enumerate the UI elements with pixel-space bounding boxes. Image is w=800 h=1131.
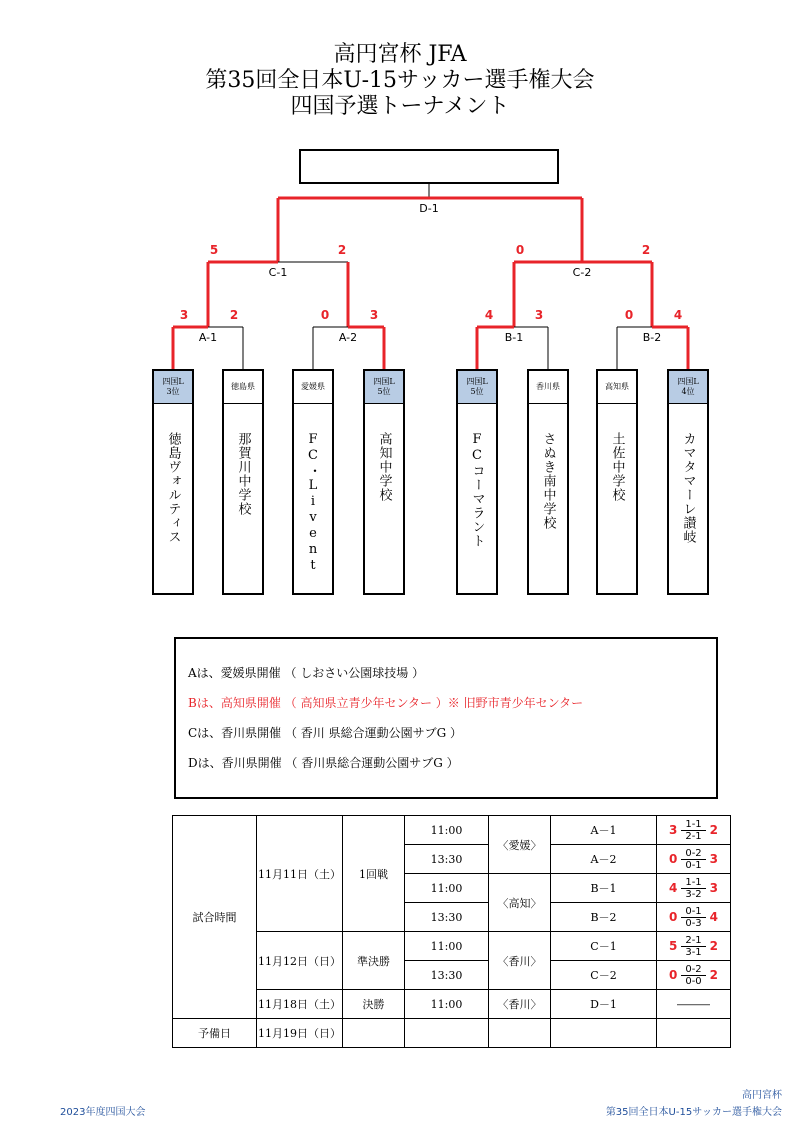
reserve-date: 11月19日（日）	[257, 1019, 343, 1048]
venue-cell: 〈愛媛〉	[489, 816, 551, 874]
score-a2-left: 0	[320, 308, 330, 322]
result-cell	[657, 932, 731, 961]
footer-right-line1: 高円宮杯	[742, 1090, 782, 1101]
result-half1: 1-1	[681, 877, 705, 889]
result-cell	[657, 903, 731, 932]
venue-info-box	[174, 637, 718, 799]
match-id: C－1	[551, 932, 657, 961]
team-name: さぬき南中学校	[540, 432, 556, 530]
result-left: 0	[668, 852, 678, 866]
result-right: 3	[709, 881, 719, 895]
result-half2: 2-1	[685, 830, 702, 842]
match-label-d1: D-1	[419, 202, 439, 215]
venue-cell: 〈香川〉	[489, 990, 551, 1019]
team-seed-label: 徳島県	[224, 371, 262, 404]
schedule-round: 準決勝	[343, 932, 405, 990]
result-cell	[657, 874, 731, 903]
title-line1: 高円宮杯 JFA	[333, 42, 467, 67]
result-half2: 0-3	[685, 917, 702, 929]
team-name: FCコーマラント	[469, 432, 485, 548]
schedule-label: 試合時間	[173, 816, 257, 1019]
match-id: A－1	[551, 816, 657, 845]
match-id: C－2	[551, 961, 657, 990]
result-left: 0	[668, 968, 678, 982]
kickoff-time: 13:30	[405, 845, 489, 874]
score-c1-right: 2	[337, 243, 347, 257]
result-left: 0	[668, 910, 678, 924]
kickoff-time: 13:30	[405, 961, 489, 990]
kickoff-time: 11:00	[405, 874, 489, 903]
team-name: FC・Livent	[305, 432, 321, 574]
team-box	[363, 369, 405, 595]
score-c1-left: 5	[209, 243, 219, 257]
footer-right-line2: 第35回全日本U-15サッカー選手権大会	[605, 1107, 782, 1118]
team-seed-label: 愛媛県	[294, 371, 332, 404]
result-cell	[657, 845, 731, 874]
schedule-round: 決勝	[343, 990, 405, 1019]
result-left: 3	[668, 823, 678, 837]
result-half2: 3-2	[685, 888, 702, 900]
match-label-c2: C-2	[572, 266, 592, 279]
team-box	[527, 369, 569, 595]
kickoff-time: 11:00	[405, 816, 489, 845]
schedule-table	[172, 815, 731, 1048]
match-id: D－1	[551, 990, 657, 1019]
result-half1: 0-2	[681, 848, 705, 860]
result-half2: 0-0	[685, 975, 702, 987]
match-id: A－2	[551, 845, 657, 874]
venue-d: Dは、香川県開催 （ 香川県総合運動公園サブG ）	[188, 756, 459, 770]
venue-b: Bは、高知県開催 （ 高知県立青少年センター ）※ 旧野市青少年センター	[188, 696, 584, 710]
team-box	[596, 369, 638, 595]
team-seed-label: 四国L 5位	[458, 371, 496, 404]
result-half1: 0-1	[681, 906, 705, 918]
team-name: カマタマーレ讃岐	[680, 432, 696, 544]
team-seed-label: 四国L 4位	[669, 371, 707, 404]
venue-c: Cは、香川県開催 （ 香川 県総合運動公園サブG ）	[188, 726, 463, 740]
team-seed-label: 四国L 5位	[365, 371, 403, 404]
schedule-date: 11月18日（土）	[257, 990, 343, 1019]
team-box	[667, 369, 709, 595]
result-right: 2	[709, 939, 719, 953]
result-half2: 3-1	[685, 946, 702, 958]
team-seed-label: 高知県	[598, 371, 636, 404]
kickoff-time: 13:30	[405, 903, 489, 932]
match-label-b1: B-1	[504, 331, 524, 344]
result-half2: 0-1	[685, 859, 702, 871]
schedule-date: 11月11日（土）	[257, 816, 343, 932]
score-a2-right: 3	[369, 308, 379, 322]
title-line3: 四国予選トーナメント	[290, 94, 510, 119]
match-label-a2: A-2	[338, 331, 358, 344]
result-half1: 1-1	[681, 819, 705, 831]
venue-cell: 〈高知〉	[489, 874, 551, 932]
footer-left: 2023年度四国大会	[60, 1107, 146, 1118]
result-placeholder: ―――	[657, 990, 731, 1019]
score-c2-right: 2	[641, 243, 651, 257]
result-right: 3	[709, 852, 719, 866]
result-right: 2	[709, 968, 719, 982]
team-name: 那賀川中学校	[235, 432, 251, 516]
score-a1-left: 3	[179, 308, 189, 322]
score-a1-right: 2	[229, 308, 239, 322]
team-box	[222, 369, 264, 595]
result-cell	[657, 961, 731, 990]
team-seed-label: 四国L 3位	[154, 371, 192, 404]
team-name: 高知中学校	[376, 432, 392, 502]
result-half1: 2-1	[681, 935, 705, 947]
score-b2-left: 0	[624, 308, 634, 322]
reserve-label: 予備日	[173, 1019, 257, 1048]
score-c2-left: 0	[515, 243, 525, 257]
team-name: 土佐中学校	[609, 432, 625, 502]
score-b2-right: 4	[673, 308, 683, 322]
team-box	[456, 369, 498, 595]
kickoff-time: 11:00	[405, 932, 489, 961]
result-cell	[657, 816, 731, 845]
match-label-c1: C-1	[268, 266, 288, 279]
team-name: 徳島ヴォルティス	[165, 432, 181, 544]
match-id: B－2	[551, 903, 657, 932]
team-box	[152, 369, 194, 595]
schedule-date: 11月12日（日）	[257, 932, 343, 990]
team-seed-label: 香川県	[529, 371, 567, 404]
team-box	[292, 369, 334, 595]
result-right: 4	[709, 910, 719, 924]
score-b1-left: 4	[484, 308, 494, 322]
result-half1: 0-2	[681, 964, 705, 976]
score-b1-right: 3	[534, 308, 544, 322]
match-id: B－1	[551, 874, 657, 903]
result-left: 4	[668, 881, 678, 895]
venue-a: Aは、愛媛県開催 （ しおさい公園球技場 ）	[188, 666, 425, 680]
match-label-a1: A-1	[198, 331, 218, 344]
kickoff-time: 11:00	[405, 990, 489, 1019]
result-right: 2	[709, 823, 719, 837]
title-line2: 第35回全日本U-15サッカー選手権大会	[205, 68, 595, 93]
result-left: 5	[668, 939, 678, 953]
schedule-round: 1回戦	[343, 816, 405, 932]
venue-cell: 〈香川〉	[489, 932, 551, 990]
match-label-b2: B-2	[642, 331, 662, 344]
